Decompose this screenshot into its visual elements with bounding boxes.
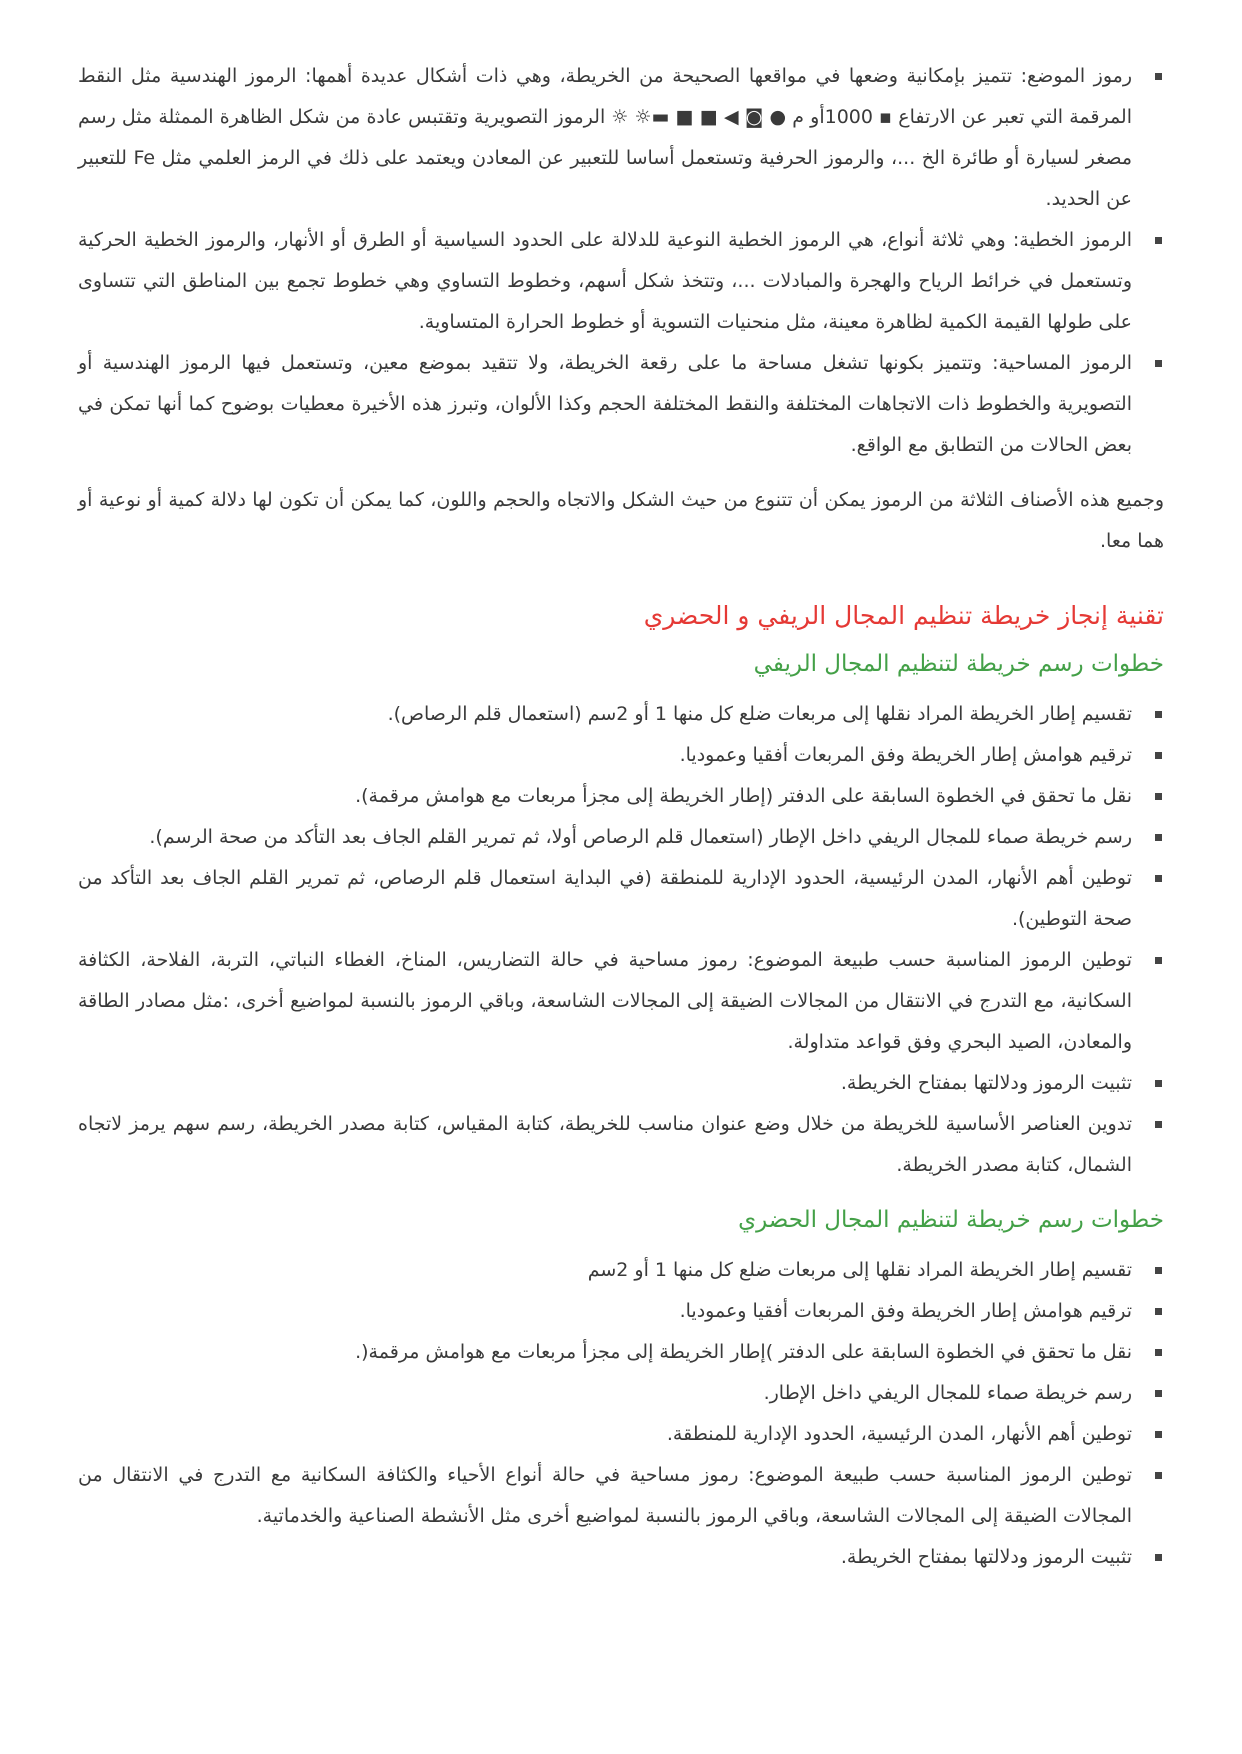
bullet-square-icon: [1155, 1308, 1162, 1315]
symbols-summary: وجميع هذه الأصناف الثلاثة من الرموز يمكن أن تتنوع من حيث الشكل والاتجاه والحجم واللون، كما يمكن أن تكون لها دلالة كمية أو نوعية أو هما معا.: [78, 489, 1164, 552]
bullet-square-icon: [1155, 793, 1162, 800]
list-item-text: تثبيت الرموز ودلالتها بمفتاح الخريطة.: [840, 1546, 1132, 1568]
bullet-square-icon: [1155, 957, 1162, 964]
list-item-text: الرموز المساحية: وتتميز بكونها تشغل مساحة ما على رقعة الخريطة، ولا تتقيد بموضع معين، وتستعمل فيها الرموز الهندسية أو التصويرية والخطوط ذات الاتجاهات المختلفة والنقط المختلفة الحجم وكذا الألوان، وتبرز هذه الأخيرة معطيات بوضوح كما أنها تمكن في بعض الحالات من التطابق مع الواقع.: [78, 352, 1132, 456]
list-item: [78, 694, 1164, 735]
list-item-text: رسم خريطة صماء للمجال الريفي داخل الإطار (استعمال قلم الرصاص أولا، ثم تمرير القلم الجاف بعد التأكد من صحة الرسم).: [149, 826, 1132, 848]
list-item: [78, 776, 1164, 817]
technique-title: تقنية إنجاز خريطة تنظيم المجال الريفي و الحضري: [643, 601, 1164, 630]
list-item-text: توطين أهم الأنهار، المدن الرئيسية، الحدود الإدارية للمنطقة (في البداية استعمال قلم الرصاص، ثم تمرير القلم الجاف بعد التأكد من صحة التوطين).: [78, 867, 1132, 930]
document-page: [78, 56, 1164, 1578]
list-item-text: تدوين العناصر الأساسية للخريطة من خلال وضع عنوان مناسب للخريطة، كتابة المقياس، كتابة مصدر الخريطة، رسم سهم يرمز لاتجاه الشمال، كتابة مصدر الخريطة.: [78, 1113, 1132, 1176]
rural-steps-heading: خطوات رسم خريطة لتنظيم المجال الريفي: [753, 651, 1164, 677]
symbols-list: [78, 56, 1164, 466]
list-item-text: توطين الرموز المناسبة حسب طبيعة الموضوع: رموز مساحية في حالة التضاريس، المناخ، الغطاء النباتي، التربة، الفلاحة، الكثافة السكانية، مع التدرج في الانتقال من المجالات الضيقة إلى المجالات الشاسعة، وباقي الرموز بالنسبة لمواضيع أخرى، :مثل مصادر الطاقة والمعادن، الصيد البحري وفق قواعد متداولة.: [78, 949, 1132, 1053]
bullet-square-icon: [1155, 1121, 1162, 1128]
bullet-square-icon: [1155, 73, 1162, 80]
bullet-square-icon: [1155, 1349, 1162, 1356]
list-item-text: ترقيم هوامش إطار الخريطة وفق المربعات أفقيا وعموديا.: [679, 744, 1132, 766]
list-item-text: تقسيم إطار الخريطة المراد نقلها إلى مربعات ضلع كل منها 1 أو 2سم (استعمال قلم الرصاص).: [387, 703, 1132, 725]
bullet-square-icon: [1155, 834, 1162, 841]
bullet-square-icon: [1155, 1431, 1162, 1438]
bullet-square-icon: [1155, 237, 1162, 244]
list-item-text: توطين أهم الأنهار، المدن الرئيسية، الحدود الإدارية للمنطقة.: [666, 1423, 1132, 1445]
list-item-text: الرموز الخطية: وهي ثلاثة أنواع، هي الرموز الخطية النوعية للدلالة على الحدود السياسية أو الطرق أو الأنهار، والرموز الخطية الحركية وتستعمل في خرائط الرياح والهجرة والمبادلات ...، وتتخذ شكل أسهم، وخطوط التساوي وهي خطوط تجمع بين المناطق التي تتساوى على طولها القيمة الكمية لظاهرة معينة، مثل منحنيات التسوية أو خطوط الحرارة المتساوية.: [78, 229, 1132, 333]
urban-steps-heading: خطوات رسم خريطة لتنظيم المجال الحضري: [738, 1207, 1164, 1233]
list-item: [78, 1373, 1164, 1414]
list-item: [78, 1414, 1164, 1455]
bullet-square-icon: [1155, 711, 1162, 718]
bullet-square-icon: [1155, 1554, 1162, 1561]
list-item-text: رموز الموضع: تتميز بإمكانية وضعها في مواقعها الصحيحة من الخريطة، وهي ذات أشكال عديدة أهمها: الرموز الهندسية مثل النقط المرقمة التي تعبر عن الارتفاع ▪ 1000أو م ● ◙ ◀ ■ ■ ▬☼ ☼ الرموز التصويرية وتقتبس عادة من شكل الظاهرة الممثلة مثل رسم مصغر لسيارة أو طائرة الخ ...، والرموز الحرفية وتستعمل أساسا للتعبير عن المعادن ويعتمد على ذلك في الرمز العلمي مثل Fe للتعبير عن الحديد.: [78, 65, 1133, 210]
list-item: [78, 1104, 1164, 1186]
bullet-square-icon: [1155, 1080, 1162, 1087]
list-item: [78, 1332, 1164, 1373]
list-item: [78, 1537, 1164, 1578]
list-item: [78, 1291, 1164, 1332]
list-item: [78, 1250, 1164, 1291]
bullet-square-icon: [1155, 1472, 1162, 1479]
bullet-square-icon: [1155, 752, 1162, 759]
list-item: [78, 1455, 1164, 1537]
urban-steps-list: [78, 1250, 1164, 1578]
list-item: [78, 817, 1164, 858]
list-item: [78, 858, 1164, 940]
list-item-text: تقسيم إطار الخريطة المراد نقلها إلى مربعات ضلع كل منها 1 أو 2سم: [587, 1259, 1132, 1281]
list-item-text: ترقيم هوامش إطار الخريطة وفق المربعات أفقيا وعموديا.: [679, 1300, 1132, 1322]
bullet-square-icon: [1155, 875, 1162, 882]
list-item-text: نقل ما تحقق في الخطوة السابقة على الدفتر )إطار الخريطة إلى مجزأ مربعات مع هوامش مرقمة(.: [355, 1341, 1132, 1363]
rural-steps-list: [78, 694, 1164, 1186]
list-item-text: نقل ما تحقق في الخطوة السابقة على الدفتر (إطار الخريطة إلى مجزأ مربعات مع هوامش مرقمة).: [355, 785, 1132, 807]
list-item: [78, 940, 1164, 1063]
bullet-square-icon: [1155, 1267, 1162, 1274]
list-item-text: تثبيت الرموز ودلالتها بمفتاح الخريطة.: [840, 1072, 1132, 1094]
bullet-square-icon: [1155, 360, 1162, 367]
list-item: [78, 220, 1164, 343]
list-item: [78, 56, 1164, 220]
list-item: [78, 343, 1164, 466]
list-item: [78, 1063, 1164, 1104]
bullet-square-icon: [1155, 1390, 1162, 1397]
list-item: [78, 735, 1164, 776]
list-item-text: توطين الرموز المناسبة حسب طبيعة الموضوع: رموز مساحية في حالة أنواع الأحياء والكثافة السكانية مع التدرج في الانتقال من المجالات الضيقة إلى المجالات الشاسعة، وباقي الرموز بالنسبة لمواضيع أخرى مثل الأنشطة الصناعية والخدماتية.: [78, 1464, 1132, 1527]
list-item-text: رسم خريطة صماء للمجال الريفي داخل الإطار.: [763, 1382, 1132, 1404]
